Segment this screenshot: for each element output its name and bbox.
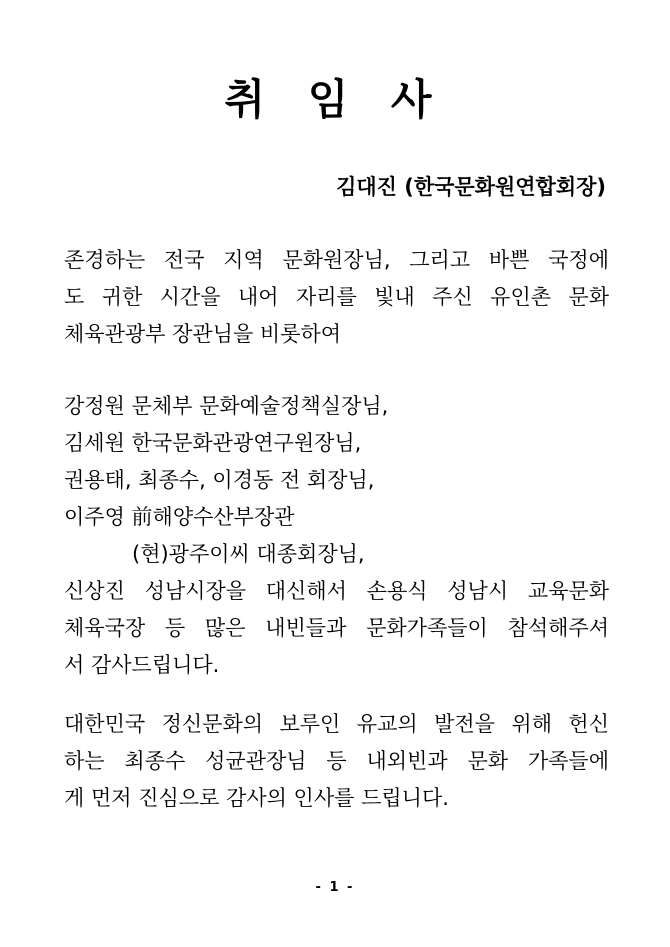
paragraph-line: 하는 최종수 성균관장님 등 내외빈과 문화 가족들에: [64, 749, 609, 773]
paragraph-2: [64, 388, 609, 684]
paragraph-line: 신상진 성남시장을 대신해서 손용식 성남시 교육문화: [64, 579, 609, 603]
paragraph-line: 이주영 前해양수산부장관: [64, 505, 295, 529]
paragraph-line: 강정원 문체부 문화예술정책실장님,: [64, 394, 389, 418]
paragraph-line: 도 귀한 시간을 내어 자리를 빛내 주신 유인촌 문화: [64, 285, 609, 309]
paragraph-line: 체육관광부 장관님을 비롯하여: [64, 322, 342, 346]
paragraph-line: (현)광주이씨 대종회장님,: [132, 542, 365, 566]
paragraph-line: 서 감사드립니다.: [64, 653, 220, 677]
paragraph-line: 권용태, 최종수, 이경동 전 회장님,: [64, 468, 375, 492]
paragraph-line: 대한민국 정신문화의 보루인 유교의 발전을 위해 헌신: [64, 712, 609, 736]
paragraph-line: 체육국장 등 많은 내빈들과 문화가족들이 참석해주셔: [64, 616, 609, 640]
document-title: 취 임 사: [224, 75, 446, 124]
page-number: - 1 -: [315, 880, 355, 895]
paragraph-line: 존경하는 전국 지역 문화원장님, 그리고 바쁜 국정에: [64, 248, 609, 272]
paragraph-3: [64, 706, 609, 817]
paragraph-1: [64, 242, 609, 353]
paragraph-line: 게 먼저 진심으로 감사의 인사를 드립니다.: [64, 786, 449, 810]
author-line: 김대진 (한국문화원연합회장): [336, 175, 606, 199]
paragraph-line: 김세원 한국문화관광연구원장님,: [64, 431, 362, 455]
